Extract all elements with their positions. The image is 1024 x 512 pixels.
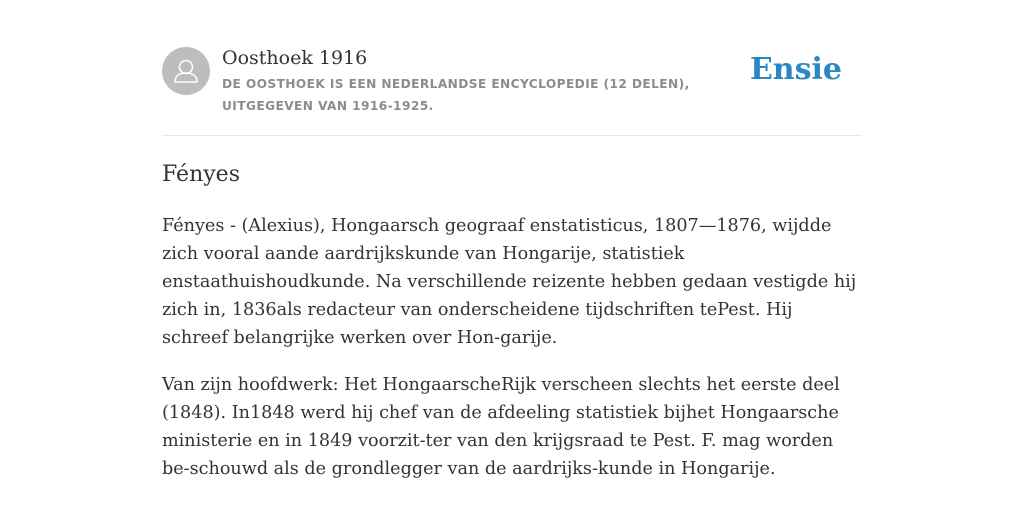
article-title: Fényes: [162, 162, 240, 187]
source-avatar[interactable]: [162, 47, 210, 95]
source-header: [162, 44, 862, 136]
article-paragraph: Fényes - (Alexius), Hongaarsch geograaf enstatisticus, 1807—1876, wijdde zich vooral aande aardrijkskunde van Hongarije, statistiek enstaathuishoudkunde. Na verschillende reizente hebben gedaan vestigde hij zich in, 1836als redacteur van onderscheidene tijdschriften tePest. Hij schreef belangrijke werken over Hon-garije.: [162, 216, 857, 348]
article-body: [162, 212, 862, 502]
source-title[interactable]: Oosthoek 1916: [222, 47, 368, 69]
article-paragraph: Van zijn hoofdwerk: Het HongaarscheRijk verscheen slechts het eerste deel (1848). In1848 werd hij chef van de afdeeling statistiek bijhet Hongaarsche ministerie en in 1849 voorzit-ter van den krijgsraad te Pest. F. mag worden be-schouwd als de grondlegger van de aardrijks-kunde in Hongarije.: [162, 375, 840, 479]
user-silhouette-icon: [162, 47, 210, 95]
source-description: DE OOSTHOEK IS EEN NEDERLANDSE ENCYCLOPEDIE (12 DELEN), UITGEGEVEN VAN 1916-1925.: [222, 77, 690, 113]
brand-logo[interactable]: Ensie: [749, 52, 842, 87]
